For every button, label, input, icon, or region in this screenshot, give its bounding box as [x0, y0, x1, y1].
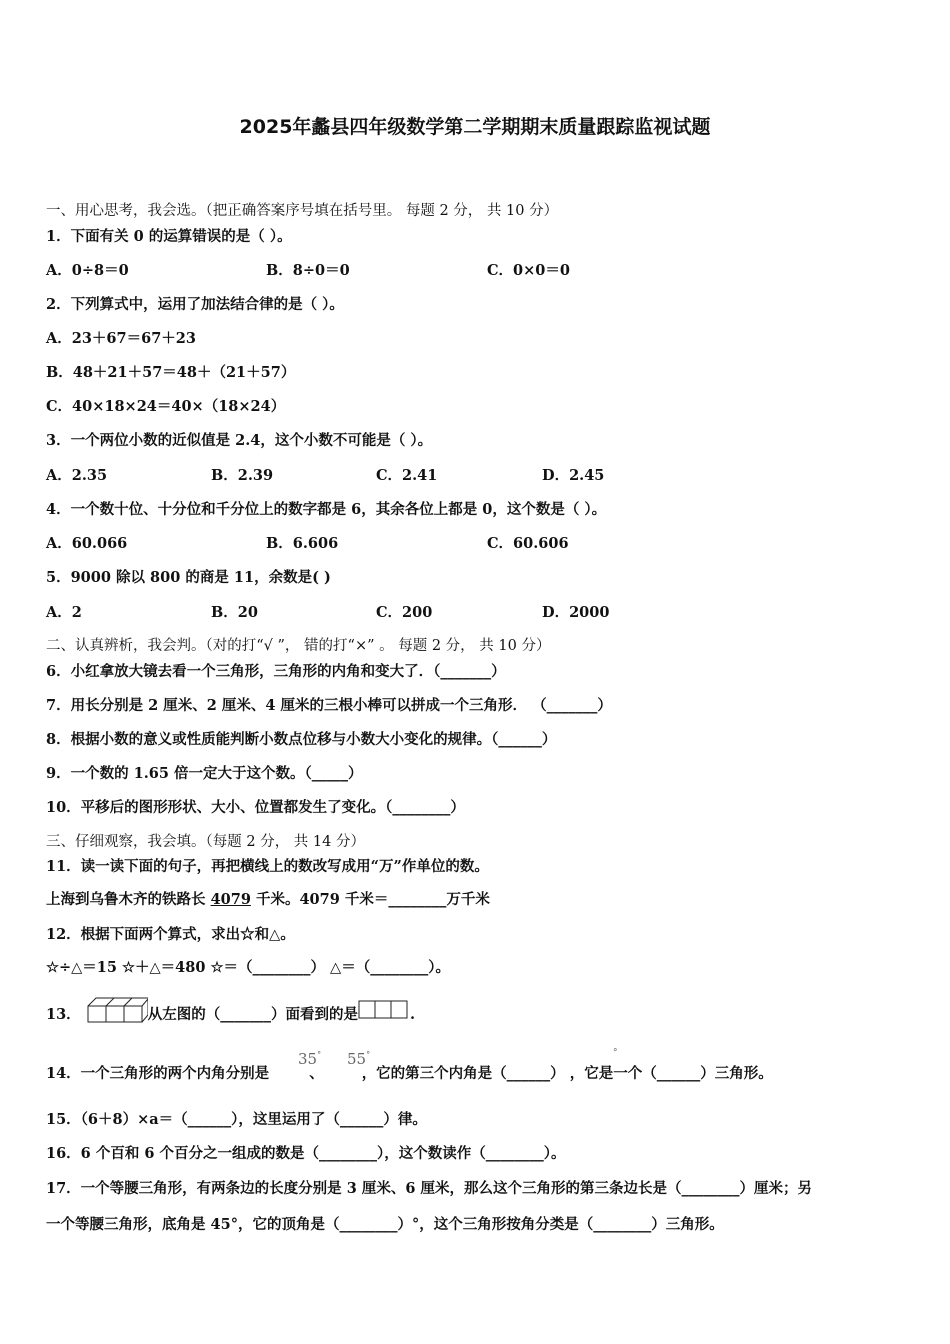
section-3-heading: 三、仔细观察，我会填。（每题 2 分， 共 14 分）	[46, 834, 365, 850]
question-7: 7．用长分别是 2 厘米、2 厘米、4 厘米的三根小棒可以拼成一个三角形． （_______）	[46, 697, 612, 714]
angle-55-label	[347, 1050, 370, 1068]
angle-35-label	[298, 1050, 321, 1068]
degree-mark: °	[613, 1048, 618, 1058]
q14-separator: 、	[309, 1065, 324, 1082]
q11-sentence-pre: 上海到乌鲁木齐的铁路长	[46, 891, 211, 908]
q5-option-c: C．200	[376, 604, 433, 621]
q11-sentence-post: 千米。4079 千米＝________万千米	[250, 891, 490, 908]
angle-35-degree: °	[317, 1050, 322, 1059]
question-1: 1．下面有关 0 的运算错误的是（ ）。	[46, 228, 292, 245]
question-5: 5．9000 除以 800 的商是 11，余数是( )	[46, 569, 331, 586]
section-1-heading: 一、用心思考，我会选。（把正确答案序号填在括号里。 每题 2 分， 共 10 分）	[46, 203, 559, 219]
q5-option-b: B．20	[211, 604, 258, 621]
q4-option-a: A．60.066	[46, 535, 128, 552]
q13-text: 从左图的（_______）面看到的是	[147, 1006, 358, 1023]
q4-option-b: B．6.606	[266, 535, 339, 552]
q2-option-b: B．48＋21＋57＝48＋（21＋57）	[46, 364, 296, 381]
question-12-equations: ☆÷△＝15 ☆＋△＝480 ☆＝（________） △＝（________）。	[46, 959, 450, 976]
question-9: 9．一个数的 1.65 倍一定大于这个数。（_____）	[46, 765, 363, 782]
angle-55-degree: °	[366, 1050, 371, 1059]
q3-option-c: C．2.41	[376, 467, 438, 484]
question-3: 3．一个两位小数的近似值是 2.4，这个小数不可能是（ ）。	[46, 432, 433, 449]
q3-option-b: B．2.39	[211, 467, 274, 484]
q13-number: 13．	[46, 1006, 81, 1023]
q4-option-c: C．60.606	[487, 535, 569, 552]
q5-option-a: A．2	[46, 604, 82, 621]
question-13	[46, 1006, 415, 1024]
q1-option-b: B．8÷0＝0	[266, 262, 350, 279]
q13-end: .	[410, 1006, 416, 1023]
question-16: 16．6 个百和 6 个百分之一组成的数是（________），这个数读作（________）。	[46, 1145, 566, 1162]
q3-option-a: A．2.35	[46, 467, 108, 484]
q14-text-a: 14．一个三角形的两个内角分别是	[46, 1065, 270, 1082]
q2-option-a: A．23＋67＝67＋23	[46, 330, 196, 347]
q14-text-b: ，它的第三个内角是（______） ，它是一个（______）三角形。	[361, 1065, 773, 1082]
question-11-sentence	[46, 891, 490, 909]
q1-option-a: A．0÷8＝0	[46, 262, 129, 279]
question-12: 12．根据下面两个算式，求出☆和△。	[46, 926, 295, 943]
question-14	[46, 1065, 773, 1083]
question-8: 8．根据小数的意义或性质能判断小数点位移与小数大小变化的规律。（______）	[46, 731, 557, 748]
q1-option-c: C．0×0＝0	[487, 262, 570, 279]
angle-55-value: 55	[347, 1050, 367, 1068]
question-15: 15．（6＋8）×a＝（______），这里运用了（______）律。	[46, 1111, 427, 1128]
question-4: 4．一个数十位、十分位和千分位上的数字都是 6，其余各位上都是 0，这个数是（ ）。	[46, 501, 607, 518]
q3-option-d: D．2.45	[542, 467, 605, 484]
q11-underlined-number: 4079	[210, 891, 251, 908]
page-title: 2025年蠡县四年级数学第二学期期末质量跟踪监视试题	[239, 116, 711, 138]
question-6: 6．小红拿放大镜去看一个三角形，三角形的内角和变大了．（_______）	[46, 663, 506, 680]
question-17-line-1: 17．一个等腰三角形，有两条边的长度分别是 3 厘米、6 厘米，那么这个三角形的第三条边长是（________）厘米；另	[46, 1180, 812, 1197]
question-11: 11．读一读下面的句子，再把横线上的数改写成用“万”作单位的数。	[46, 858, 489, 875]
question-17-line-2: 一个等腰三角形，底角是 45°，它的顶角是（________）°，这个三角形按角分类是（________）三角形。	[46, 1216, 724, 1233]
q2-option-c: C．40×18×24＝40×（18×24）	[46, 398, 286, 415]
q5-option-d: D．2000	[542, 604, 610, 621]
angle-35-value: 35	[298, 1050, 318, 1068]
cube-stack-figure	[86, 994, 148, 1024]
question-10: 10．平移后的图形形状、大小、位置都发生了变化。（________）	[46, 799, 465, 816]
question-2: 2．下列算式中，运用了加法结合律的是（ ）。	[46, 296, 344, 313]
section-2-heading: 二、认真辨析，我会判。（对的打“√ ”， 错的打“×” 。 每题 2 分， 共 10 分）	[46, 638, 551, 654]
three-squares-figure	[358, 1000, 410, 1020]
